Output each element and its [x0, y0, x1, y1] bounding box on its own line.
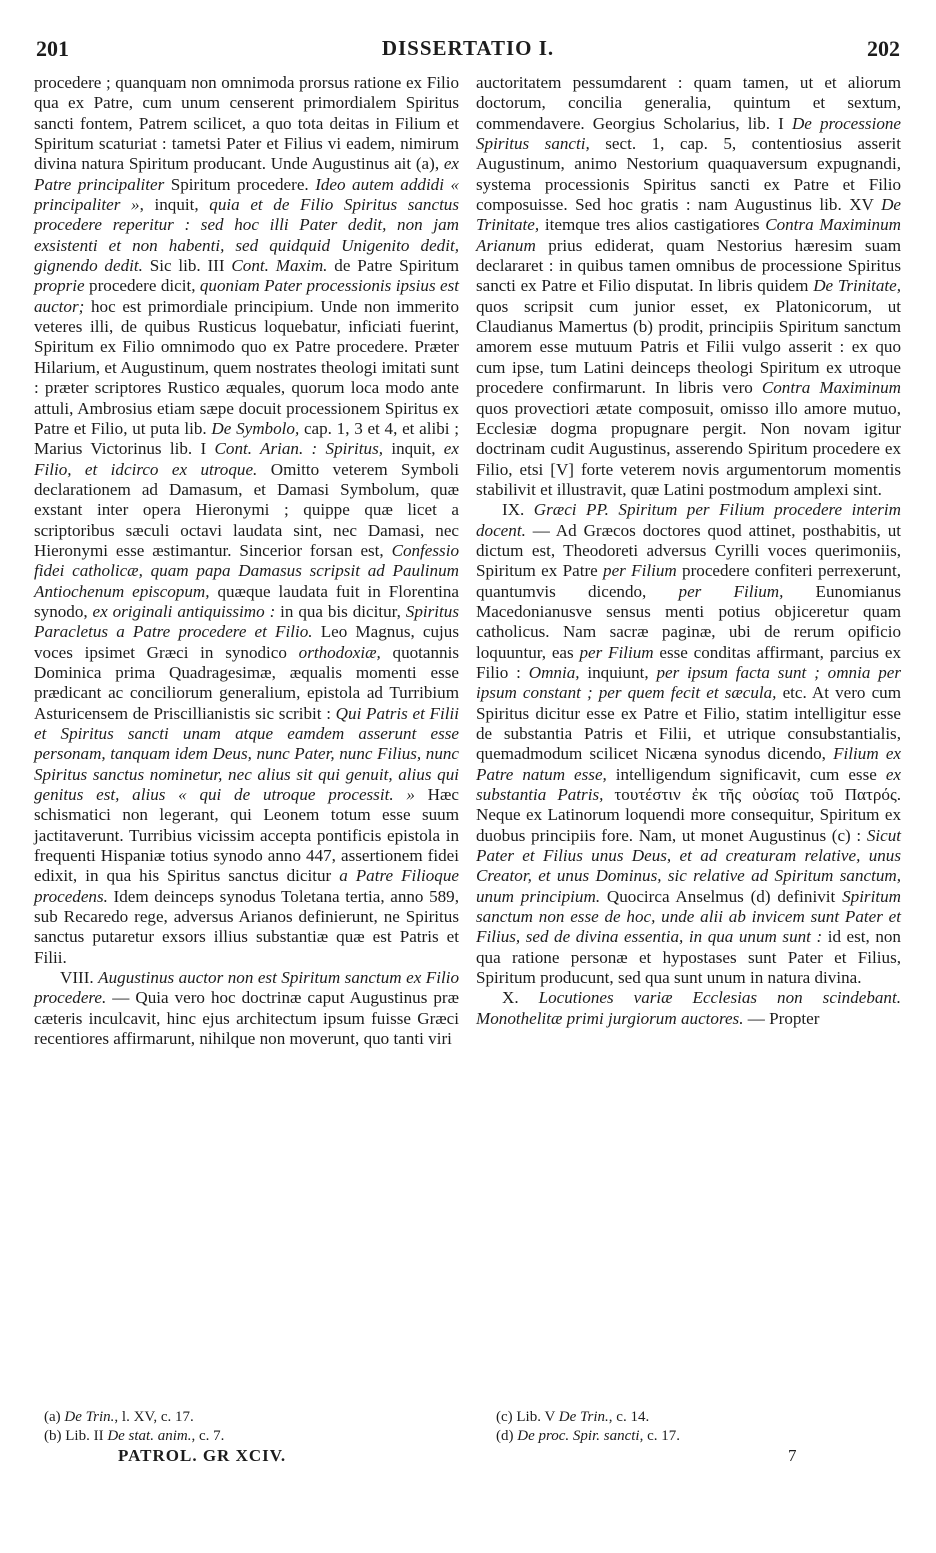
- italic-run: Filium ex Patre natum esse,: [476, 744, 902, 784]
- text-run: (c) Lib. V: [496, 1409, 559, 1425]
- paragraph: [476, 988, 901, 1029]
- italic-run: Omnia,: [528, 662, 580, 682]
- italic-run: Qui Patris et Filii et Spiritus sancti unam atque eamdem asserunt esse personam, tanquam idem Deus, nunc Pater, nunc Filius, nunc Spiritus sanctus nominetur, nec alius sit qui genuit, alius qui genitus est, alius « qui de utroque processit. »: [34, 703, 459, 805]
- text-run: esse conditas affirmant, parcius ex Filio :: [476, 642, 902, 682]
- italic-run: ex substantia Patris,: [476, 764, 901, 805]
- text-run: itemque tres alios castigatiores: [539, 215, 766, 235]
- italic-run: per ipsum facta sunt ; omnia per ipsum constant ; per quem fecit et sæcula,: [476, 662, 902, 703]
- text-run: hoc est primordiale principium. Unde non immerito veteres illi, de quibus Rusticus loquebatur, inficiati fuerint, Spiritum ex Filio omnimodo quo ex Patre procedere. Præter Hilarium, et Augustinum, quem nostrates theologi imitati sunt : præter scriptores Rustico æquales, quorum loca modo ante attuli, Ambrosius etiam sæpe docuit processionem Spiritus ex Patre et Filio, ut puta lib.: [34, 296, 459, 438]
- italic-run: Spiritum sanctum non esse de hoc, unde alii ab invicem sunt Pater et Filius, sed de divina essentia, in qua unum sunt :: [476, 886, 901, 947]
- italic-run: quoniam Pater processionis ipsius est auctor;: [34, 276, 459, 316]
- italic-run: ex Filio, et idcirco ex utroque.: [34, 439, 459, 479]
- text-run: procedere confiteri perrexerunt, quantumvis dicendo,: [476, 561, 901, 601]
- italic-run: Sicut Pater et Filius unus Deus, et ad creaturam relative, unus Creator, et unus Dominus, sic relative ad Spiritum sanctum, unum principium.: [476, 825, 901, 906]
- italic-run: Cont. Arian. : Spiritus,: [214, 439, 384, 459]
- text-run: quotannis Dominica prima Quadragesimæ, æqualis momenti esse prædicant ac conciliorum generalium, epistola ad Turribium Asturicensem de Priscillianistis sic scribit :: [34, 642, 459, 723]
- text-run: VIII.: [60, 968, 99, 988]
- italic-run: Spiritus Paracletus a Patre procedere et Filio.: [34, 601, 459, 642]
- italic-run: Græci PP. Spiritum per Filium procedere interim docent.: [476, 500, 901, 540]
- text-run: etc. At vero cum Spiritus dicitur esse ex Patre et Filio, statim intelligitur esse de substantia Patris et Filii, et utrique consubstantialis, quemadmodum scilicet Nicæna synodus dicendo,: [476, 683, 902, 764]
- text-run: (a): [44, 1409, 65, 1425]
- text-run: quæque laudata fuit in Florentina synodo,: [34, 581, 459, 621]
- text-run: — Ad Græcos doctores quod attinet, posthabitis, ut dictum est, Theodoreti adversus Cyrilli voces querimoniis, Spiritum ex Patre: [476, 520, 901, 581]
- paragraph: [34, 73, 459, 968]
- italic-run: De Symbolo,: [211, 418, 300, 438]
- text-run: Quocirca Anselmus (d) definivit: [600, 886, 843, 906]
- text-run: auctoritatem pessumdarent : quam tamen, ut et aliorum doctorum, concilia generalia, quintum et sextum, commendavere. Georgius Scholarius, lib. I: [476, 73, 901, 133]
- italic-run: Contra Maximinum Arianum: [476, 215, 901, 255]
- text-run: sect. 1, cap. 5, contentiosius asserit Augustinum, animo Nestorium quaquaversum expugnandi, systema processionis Spiritus sancti ex Patre et Filio composuisse. Sed hoc gratis : nam Augustinus lib. XV: [476, 134, 901, 215]
- text-run: quos scripsit cum junior esset, ex Platonicorum, ut Claudianus Mamertus (b) prodit, principiis Spiritum sanctum amorem esse mutuum Patris et Filii vulgo asserit : ex quo cum ipse, tum Latini deinceps theologi Spiritum ex utroque procedere confirmarunt. In libris vero: [476, 296, 901, 398]
- text-run: (b) Lib. II: [44, 1428, 108, 1444]
- paragraph: [34, 968, 459, 1049]
- text-run: Idem deinceps synodus Toletana tertia, anno 589, sub Recaredo rege, adversus Arianos definierunt, ne Spiritus sanctus putaretur exsors illius substantiæ quæ est Patris et Filii.: [34, 886, 459, 967]
- page-number-right: 202: [867, 36, 900, 61]
- text-run: in qua bis dicitur,: [275, 601, 406, 621]
- text-run: inquit,: [383, 439, 444, 459]
- running-header: [36, 36, 900, 70]
- italic-run: Contra Maximinum: [761, 378, 902, 398]
- italic-run: ex originali antiquissimo :: [92, 601, 276, 621]
- italic-run: orthodoxiæ,: [298, 642, 381, 662]
- paragraph: [476, 73, 901, 500]
- text-run: cap. 1, 3 et 4, et alibi ; Marius Victorinus lib. I: [34, 418, 459, 459]
- text-run: , c. 7.: [191, 1428, 225, 1444]
- italic-run: De processione Spiritus sancti,: [476, 113, 901, 154]
- text-run: quos provectiori ætate composuit, omisso illo amore mutuo, Ecclesiæ dogma propugnare pergit. Non novam igitur doctrinam cudit Augustinus, asserendo Spiritum procedere ex Filio, etsi [V] forte veterem novis argumentorum momentis stabilivit et illustravit, quæ Latini postmodum amplexi sint.: [476, 398, 901, 499]
- footnote: [44, 1427, 469, 1446]
- page-number-left: 201: [36, 36, 69, 61]
- italic-run: Locutiones variæ Ecclesias non scindebant. Monothelitæ primi jurgiorum auctores.: [476, 988, 901, 1028]
- italic-run: De Trinitate,: [476, 195, 901, 235]
- italic-run: Confessio fidei catholicæ, quam papa Damasus scripsit ad Paulinum Antiochenum episcopum,: [34, 540, 459, 601]
- italic-run: De Trin.: [64, 1409, 115, 1425]
- italic-run: per Filium,: [678, 581, 784, 601]
- text-run: procedere ; quanquam non omnimoda prorsus ratione ex Filio qua ex Patre, cum unum censerent primordialem Spiritus sancti fontem, Patrem scilicet, a quo tota deitas in Filium et Spiritum scaturiat : tametsi Pater et Filius vi eadem, nimirum divina natura Spiritum producant. Unde Augustinus ait (a),: [34, 73, 459, 174]
- footnotes-left: [44, 1408, 469, 1446]
- italic-run: a Patre Filioque procedens.: [34, 866, 459, 906]
- text-run: intelligendum significavit, cum esse: [606, 764, 886, 784]
- italic-run: De Trin.: [558, 1409, 609, 1425]
- text-run: Sic lib. III: [142, 256, 232, 276]
- text-run: Hæc schismatici non legerant, qui Leonem totum esse suum jactitaverunt. Turribius vicissim accepta pontificis epistola in frequenti Hispaniæ totius synodo anno 447, assertionem fidei edixit, in qua his Spiritus sanctus dicitur: [34, 785, 460, 886]
- italic-run: per Filium: [579, 642, 654, 662]
- italic-run: Ideo autem addidi « principaliter »: [34, 174, 460, 215]
- text-run: — Propter: [743, 1008, 820, 1028]
- footnote: [496, 1408, 921, 1427]
- text-run: de Patre Spiritum: [327, 256, 459, 276]
- text-run: Spiritum procedere.: [164, 174, 316, 194]
- text-run: procedere dicit,: [84, 276, 200, 296]
- text-run: τουτέστιν ἐκ τῆς οὐσίας τοῦ Πατρός. Neque ex Latinorum loquendi more consequitur, Spiritum ex duobus principiis fore. Nam, ut monet Augustinus (c) :: [476, 785, 901, 845]
- footnote: [496, 1427, 921, 1446]
- italic-run: De Trinitate,: [813, 276, 901, 296]
- italic-run: Augustinus auctor non est Spiritum sanctum ex Filio procedere.: [34, 968, 459, 1008]
- signature-mark: 7: [788, 1446, 797, 1465]
- italic-run: De proc. Spir. sancti: [517, 1428, 640, 1444]
- text-run: prius ediderat, quam Nestorius hæresim suam declararet : in quibus tamen omnibus de processione Spiritus sancti ex Patre et Filio disputat. In libris quidem: [476, 235, 901, 296]
- right-text-column: [476, 73, 901, 1029]
- italic-run: ex Patre principaliter: [34, 154, 459, 194]
- text-run: (d): [496, 1428, 518, 1444]
- text-run: , l. XV, c. 17.: [114, 1409, 194, 1425]
- footnote: [44, 1408, 469, 1427]
- text-run: Omitto veterem Symboli declarationem ad Damasum, et Damasi Symbolum, quæ exstant inter opera Hieronymi ; quippe quæ licet a scriptoribus sæculi octavi laudata sint, nec Damasi, nec Hieronymi esse æstimantur. Sincerior forsan est,: [34, 459, 459, 560]
- italic-run: De stat. anim.: [107, 1428, 192, 1444]
- text-run: id est, non qua ratione personæ et hypostases sunt Pater et Filius, Spiritum producunt, sed qua sunt unum in natura divina.: [476, 927, 901, 988]
- text-run: , c. 17.: [639, 1428, 681, 1444]
- footnotes-right: [496, 1408, 921, 1446]
- signature-line: PATROL. GR XCIV.: [118, 1446, 287, 1465]
- running-title: DISSERTATIO I.: [381, 36, 555, 60]
- italic-run: quia et de Filio Spiritus sanctus procedere reperitur : sed hoc illi Pater dedit, non jam exsistenti et non habenti, sed quidquid Unigenito dedit, gignendo dedit.: [34, 195, 460, 276]
- text-run: X.: [502, 988, 539, 1008]
- text-run: — Quia vero hoc doctrinæ caput Augustinus præ cæteris inculcavit, hinc ejus architectum ipsum fuisse Græci recentiores affirmarunt, nihilque non moverunt, quo tanti viri: [34, 988, 459, 1049]
- text-run: , c. 14.: [608, 1409, 650, 1425]
- left-text-column: [34, 73, 459, 1050]
- text-run: inquiunt,: [579, 662, 657, 682]
- italic-run: proprie: [34, 276, 85, 296]
- text-run: IX.: [502, 500, 534, 520]
- italic-run: per Filium: [603, 561, 677, 581]
- text-run: Leo Magnus, cujus voces ipsimet Græci in synodico: [34, 622, 459, 662]
- text-run: , inquit,: [139, 195, 210, 215]
- text-run: Eunomianus Macedonianusve sensus menti potius objiceretur quam catholicus. Nam sacræ paginæ, ubi de rerum opificio loquuntur, eas: [476, 581, 902, 662]
- paragraph: [476, 500, 901, 988]
- italic-run: Cont. Maxim.: [231, 256, 328, 276]
